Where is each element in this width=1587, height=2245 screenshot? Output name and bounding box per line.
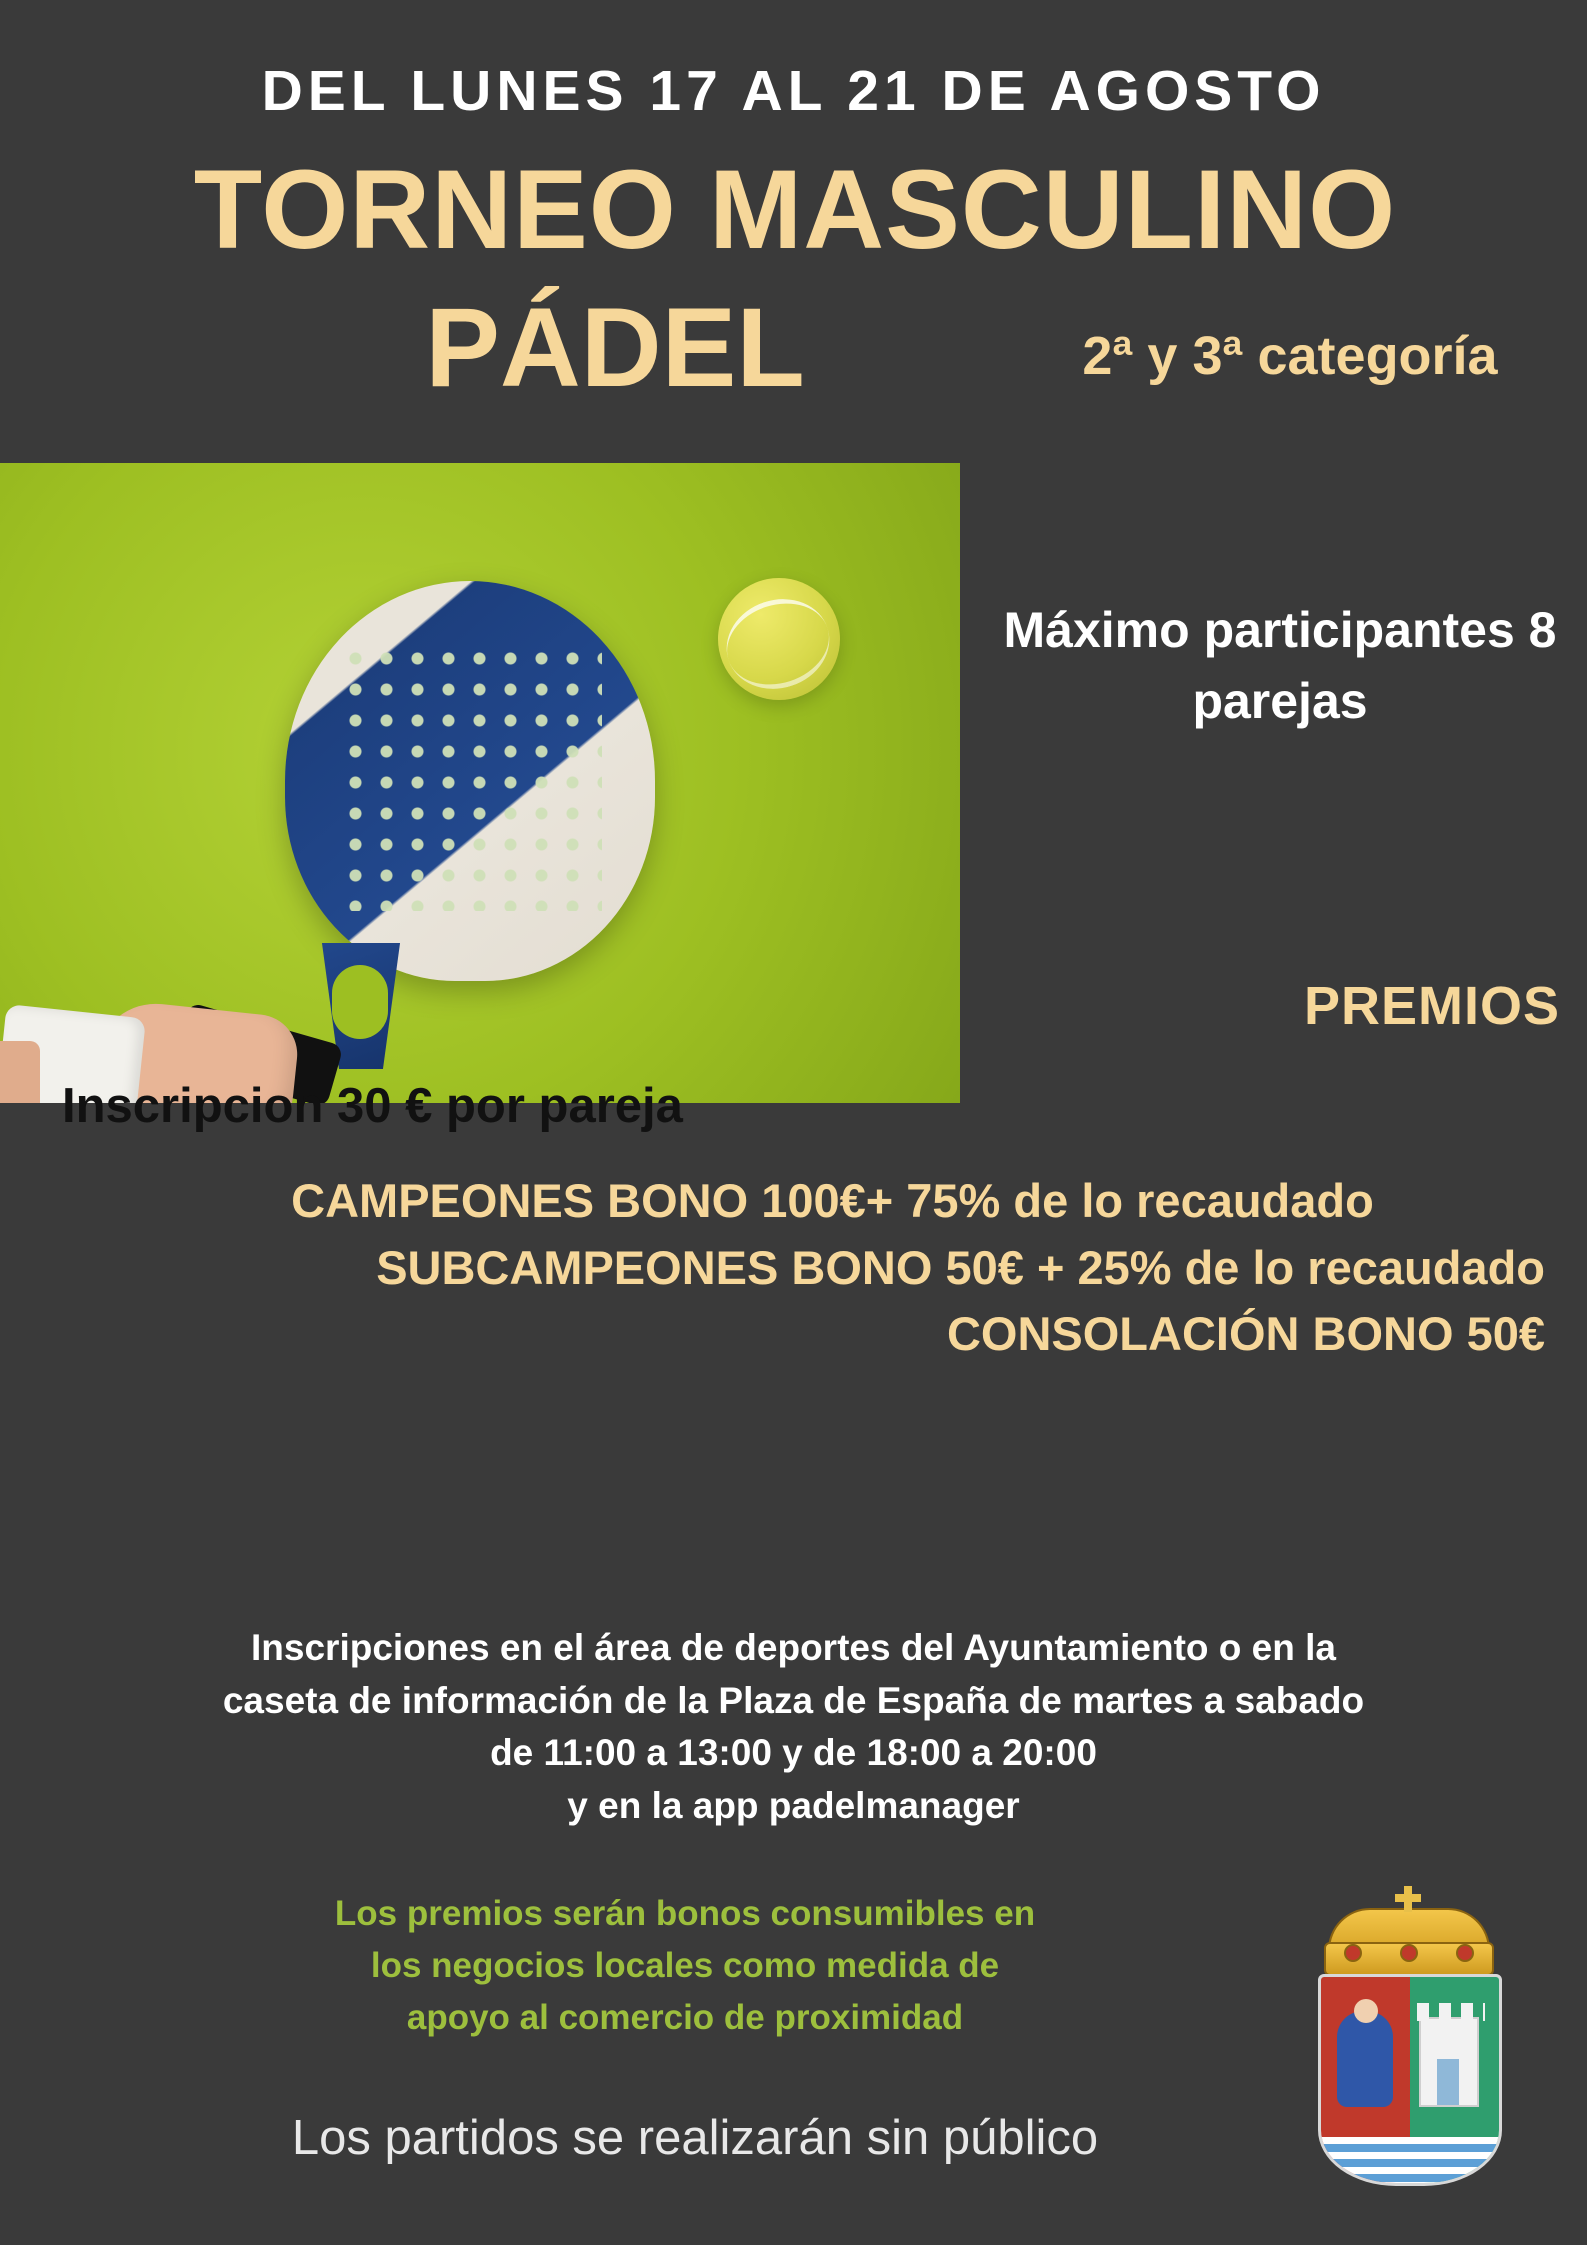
racket-holes-pattern (340, 643, 602, 911)
prizes-heading: PREMIOS (1303, 976, 1560, 1036)
castle-tower-icon (1419, 2017, 1479, 2107)
poster-title-sub: PÁDEL (425, 285, 805, 410)
shield-icon (1318, 1974, 1502, 2186)
padel-racket-head (285, 581, 655, 981)
info-line: Inscripciones en el área de deportes del Ayuntamiento o en la (251, 1627, 1336, 1668)
water-waves (1321, 2137, 1499, 2183)
angel-figure-icon (1337, 2011, 1393, 2107)
tennis-ball-icon (718, 578, 840, 700)
prize-item: CONSOLACIÓN BONO 50€ (946, 1307, 1545, 1361)
green-note-line: Los premios serán bonos consumibles en (334, 1894, 1036, 1933)
racket-throat-hole (332, 965, 388, 1039)
crown-jewel (1400, 1944, 1418, 1962)
crown-cross (1404, 1886, 1412, 1912)
poster-date-line: DEL LUNES 17 AL 21 DE AGOSTO (261, 59, 1326, 123)
max-participants-text: Máximo participantes 8 parejas (1003, 602, 1557, 729)
poster-title-main: TORNEO MASCULINO (193, 147, 1397, 272)
info-line: caseta de información de la Plaza de España de martes a sabado (222, 1679, 1365, 1721)
info-line: de 11:00 a 13:00 y de 18:00 a 20:00 (490, 1732, 1097, 1774)
padel-photo (0, 463, 960, 1103)
local-business-note (180, 1888, 1190, 2043)
inscription-price: Inscripcion 30 € por pareja (62, 1079, 683, 1133)
green-note-line: los negocios locales como medida de (370, 1945, 1000, 1985)
angel-head (1354, 1999, 1378, 2023)
castle-battlements (1417, 2003, 1485, 2021)
prizes-list (120, 1168, 1545, 1368)
coat-of-arms-icon (1292, 1890, 1522, 2190)
poster-category: 2ª y 3ª categoría (1082, 326, 1498, 386)
prize-item: SUBCAMPEONES BONO 50€ + 25% de lo recaudado (376, 1240, 1545, 1294)
prize-item: CAMPEONES BONO 100€+ 75% de lo recaudado (291, 1174, 1374, 1227)
info-line: y en la app padelmanager (567, 1784, 1020, 1826)
crown-icon (1318, 1890, 1496, 1976)
no-public-note: Los partidos se realizarán sin público (291, 2111, 1099, 2165)
crown-jewel (1456, 1944, 1474, 1962)
crown-jewel (1344, 1944, 1362, 1962)
registration-info (18, 1622, 1569, 1832)
forearm (0, 1041, 40, 1103)
green-note-line: apoyo al comercio de proximidad (406, 1997, 964, 2037)
